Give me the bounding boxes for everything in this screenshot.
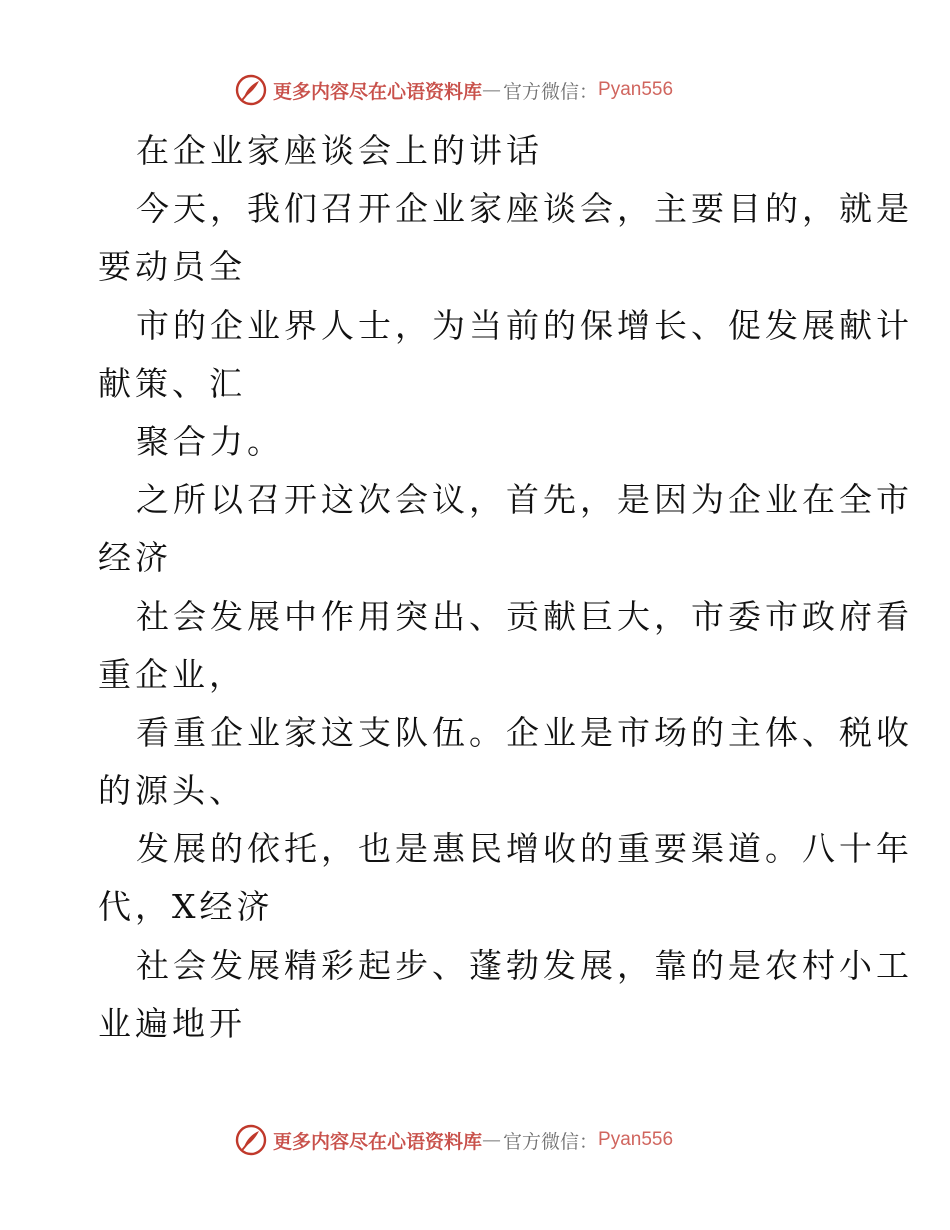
text-line: 今天，我们召开企业家座谈会，主要目的，就是 [136, 189, 913, 229]
watermark-wechat-label: 官方微信： [503, 1130, 599, 1153]
watermark-text: 更多内容尽在心语资料库 [273, 1130, 483, 1153]
header-watermark [235, 72, 673, 108]
text-line: 重企业， [98, 654, 246, 694]
watermark-text: 更多内容尽在心语资料库 [273, 80, 483, 103]
text-line: 发展的依托，也是惠民增收的重要渠道。八十年 [136, 829, 913, 869]
text-line: 业遍地开 [98, 1003, 246, 1043]
watermark-wechat-id: Pyan556 [598, 1129, 674, 1150]
quill-logo-icon [235, 1124, 267, 1156]
text-line: 市的企业界人士，为当前的保增长、促发展献计 [136, 305, 913, 345]
text-line: 代，X经济 [98, 887, 274, 927]
text-line: 要动员全 [98, 247, 246, 287]
text-line: 看重企业家这支队伍。企业是市场的主体、税收 [136, 712, 913, 752]
text-line: 社会发展中作用突出、贡献巨大，市委市政府看 [136, 596, 913, 636]
watermark-wechat-id: Pyan556 [598, 79, 674, 100]
text-line: 聚合力。 [136, 421, 284, 461]
text-line: 社会发展精彩起步、蓬勃发展，靠的是农村小工 [136, 945, 913, 985]
watermark-separator: — [482, 1129, 502, 1151]
watermark-separator: — [482, 79, 502, 101]
text-line: 献策、汇 [98, 363, 246, 403]
text-line: 之所以召开这次会议，首先，是因为企业在全市 [136, 480, 913, 520]
quill-logo-icon [235, 74, 267, 106]
document-title: 在企业家座谈会上的讲话 [136, 131, 543, 170]
document-body [98, 122, 913, 1053]
text-line: 的源头、 [98, 771, 246, 811]
footer-watermark [235, 1122, 673, 1158]
watermark-wechat-label: 官方微信： [503, 80, 599, 103]
text-line: 经济 [98, 538, 172, 578]
